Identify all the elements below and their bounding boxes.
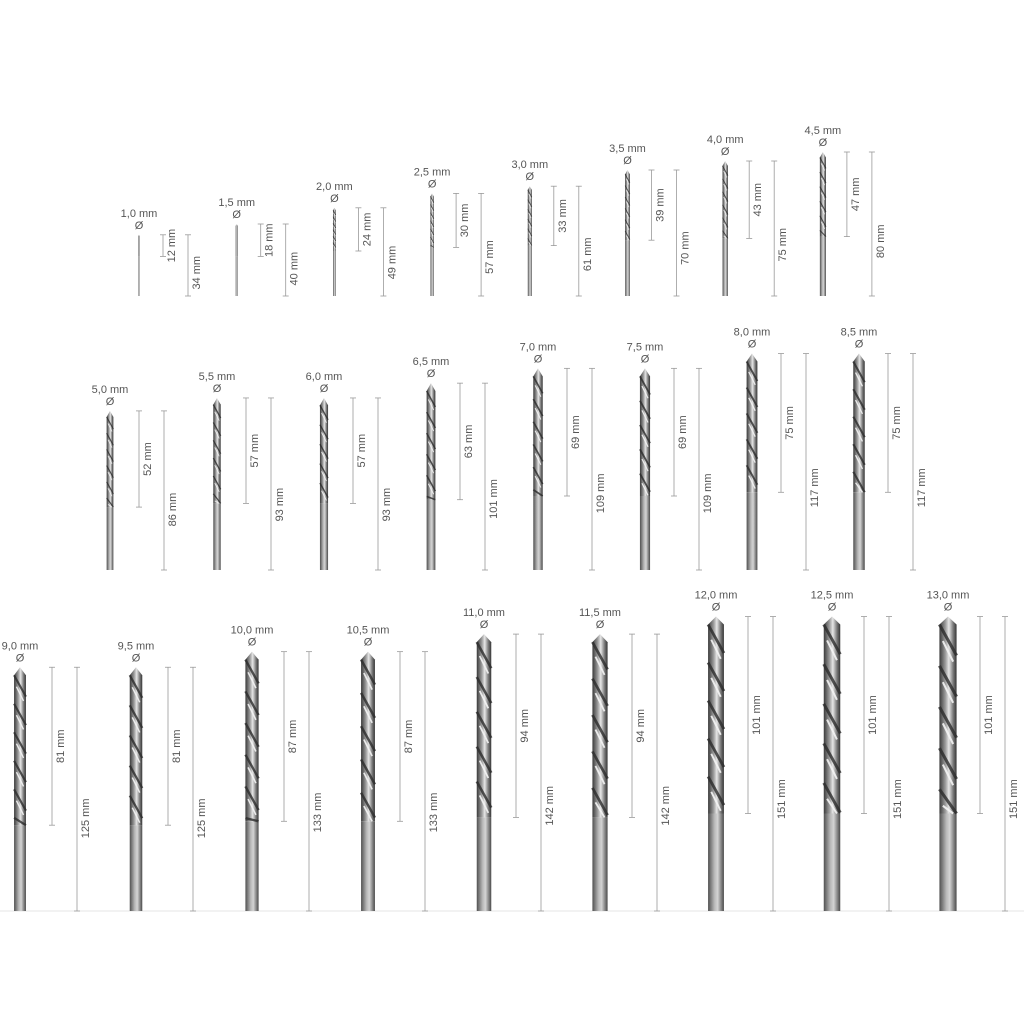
total-length-label: 125 mm — [196, 798, 208, 839]
diameter-symbol: Ø — [711, 601, 721, 614]
drill-bit-6-5-mm — [413, 356, 500, 570]
drill-bit-12-0-mm — [695, 590, 788, 911]
flute-length-label: 69 mm — [677, 415, 689, 449]
bit-flute — [820, 152, 826, 237]
flute-length-label: 94 mm — [519, 708, 531, 743]
diameter-symbol: Ø — [232, 209, 241, 221]
diameter-symbol: Ø — [595, 619, 605, 632]
total-length-line — [770, 617, 776, 911]
diameter-label: 2,0 mm — [316, 180, 353, 193]
diameter-symbol: Ø — [854, 338, 864, 351]
drill-bit-8-5-mm — [841, 327, 928, 570]
diameter-label: 12,5 mm — [810, 589, 854, 602]
flute-length-label: 30 mm — [459, 203, 472, 238]
bit-flute — [853, 354, 864, 493]
drill-bit-3-5-mm — [609, 143, 691, 296]
flute-length-label: 87 mm — [287, 719, 299, 754]
drill-bit-10-5-mm — [347, 625, 440, 911]
total-length-line — [538, 634, 544, 911]
total-length-label: 151 mm — [892, 779, 904, 819]
diameter-symbol: Ø — [747, 338, 757, 351]
diameter-label: 5,5 mm — [198, 370, 236, 383]
flute-length-label: 63 mm — [463, 424, 475, 459]
total-length-label: 142 mm — [544, 785, 556, 826]
flute-length-label: 101 mm — [983, 695, 995, 735]
total-length-line — [306, 652, 312, 911]
total-length-label: 109 mm — [702, 473, 714, 514]
bit-shank — [236, 256, 238, 296]
total-length-line — [654, 634, 660, 911]
diameter-label: 9,0 mm — [1, 640, 39, 653]
diameter-symbol: Ø — [623, 155, 632, 167]
bit-shank — [107, 507, 114, 570]
total-length-label: 57 mm — [484, 240, 497, 274]
drill-bit-10-0-mm — [231, 625, 324, 911]
bit-shank — [723, 238, 728, 296]
diameter-symbol: Ø — [212, 382, 222, 395]
drill-bit-11-5-mm — [579, 607, 672, 911]
diameter-label: 9,5 mm — [117, 640, 155, 653]
total-length-label: 142 mm — [660, 785, 672, 826]
diameter-label: 12,0 mm — [694, 589, 738, 602]
diameter-symbol: Ø — [525, 171, 535, 184]
diameter-symbol: Ø — [15, 652, 25, 665]
total-length-label: 151 mm — [776, 779, 788, 819]
diameter-symbol: Ø — [818, 137, 828, 149]
flute-length-label: 33 mm — [556, 199, 569, 233]
flute-length-label: 47 mm — [849, 177, 862, 212]
drill-bit-4-0-mm — [707, 134, 789, 296]
flute-length-label: 69 mm — [570, 415, 582, 449]
drill-bit-8-0-mm — [734, 327, 821, 570]
bit-flute — [824, 617, 841, 814]
bit-shank — [592, 817, 607, 911]
bit-shank — [333, 251, 336, 296]
diameter-symbol: Ø — [943, 601, 953, 614]
diameter-label: 2,5 mm — [413, 166, 451, 179]
total-length-label: 133 mm — [428, 792, 440, 833]
bit-shank — [824, 814, 841, 912]
diameter-symbol: Ø — [640, 353, 650, 366]
total-length-label: 151 mm — [1008, 779, 1020, 819]
diameter-label: 1,5 mm — [218, 197, 256, 209]
diameter-symbol: Ø — [427, 178, 437, 191]
diameter-label: 11,0 mm — [463, 607, 505, 620]
flute-length-label: 43 mm — [752, 182, 765, 217]
flute-length-label: 18 mm — [263, 223, 276, 258]
bit-shank — [939, 814, 956, 912]
bit-shank — [245, 821, 258, 911]
total-length-line — [190, 667, 196, 911]
diameter-label: 5,0 mm — [91, 383, 129, 396]
total-length-line — [268, 398, 274, 570]
bit-flute — [138, 235, 139, 257]
flute-length-label: 24 mm — [361, 212, 374, 247]
total-length-line — [1002, 617, 1008, 911]
total-length-line — [482, 383, 488, 570]
diameter-label: 10,5 mm — [346, 624, 390, 637]
flute-length-label: 101 mm — [867, 695, 879, 735]
drill-bit-1-0-mm — [121, 208, 203, 296]
diameter-symbol: Ø — [363, 636, 373, 649]
drill-bit-7-0-mm — [520, 341, 607, 570]
flute-length-label: 57 mm — [249, 433, 261, 468]
diameter-label: 3,5 mm — [609, 143, 646, 155]
drill-bit-6-0-mm — [306, 371, 393, 570]
bit-shank — [430, 247, 433, 296]
diameter-label: 3,0 mm — [511, 159, 549, 172]
bit-flute — [939, 617, 956, 814]
flute-length-label: 94 mm — [635, 708, 647, 743]
drill-bit-5-5-mm — [199, 371, 286, 570]
bit-shank — [361, 821, 375, 911]
bit-shank — [130, 825, 143, 911]
flute-length-label: 39 mm — [654, 188, 667, 222]
bit-shank — [820, 237, 826, 296]
flute-length-label: 57 mm — [356, 433, 368, 468]
diameter-label: 8,0 mm — [733, 326, 771, 339]
bit-shank — [477, 817, 492, 911]
bit-shank — [427, 500, 436, 570]
flute-length-label: 12 mm — [166, 228, 178, 263]
drill-bit-9-5-mm — [118, 640, 208, 911]
drill-bit-13-0-mm — [927, 590, 1020, 911]
bit-shank — [640, 496, 650, 570]
diameter-label: 7,0 mm — [519, 341, 557, 354]
total-length-line — [803, 354, 809, 570]
bit-shank — [747, 492, 758, 570]
drill-bit-2-0-mm — [316, 181, 398, 296]
bit-shank — [708, 814, 724, 912]
total-length-label: 117 mm — [809, 468, 821, 508]
total-length-label: 49 mm — [386, 245, 399, 280]
diameter-symbol: Ø — [134, 219, 144, 232]
total-length-line — [74, 667, 80, 911]
total-length-label: 40 mm — [288, 251, 301, 286]
diameter-label: 13,0 mm — [926, 589, 970, 602]
flute-length-label: 81 mm — [55, 729, 67, 764]
drill-bit-3-0-mm — [511, 159, 593, 296]
diameter-label: 6,0 mm — [305, 370, 343, 383]
flute-length-label: 81 mm — [171, 729, 183, 764]
bit-shank — [533, 496, 542, 570]
total-length-label: 86 mm — [167, 492, 179, 527]
bit-shank — [853, 492, 864, 570]
total-length-label: 117 mm — [916, 468, 928, 508]
total-length-line — [422, 652, 428, 911]
diameter-symbol: Ø — [827, 601, 837, 614]
diameter-label: 1,0 mm — [120, 207, 158, 220]
bit-shank — [14, 825, 26, 911]
total-length-line — [161, 411, 167, 570]
total-length-label: 93 mm — [381, 487, 393, 522]
total-length-label: 75 mm — [777, 227, 790, 262]
total-length-line — [375, 398, 381, 570]
total-length-line — [910, 354, 916, 570]
drill-bit-2-5-mm — [414, 166, 496, 296]
bit-shank — [138, 256, 139, 296]
diameter-label: 4,0 mm — [706, 134, 744, 146]
drill-bit-5-0-mm — [92, 384, 179, 570]
diameter-symbol: Ø — [131, 652, 141, 665]
diameter-symbol: Ø — [330, 192, 339, 205]
drill-bit-1-5-mm — [218, 197, 300, 296]
total-length-label: 61 mm — [581, 237, 594, 272]
diameter-symbol: Ø — [247, 636, 257, 649]
diameter-symbol: Ø — [426, 368, 436, 381]
diameter-label: 4,5 mm — [804, 125, 842, 137]
diameter-symbol: Ø — [319, 382, 329, 395]
diameter-label: 6,5 mm — [412, 356, 450, 369]
drill-bit-7-5-mm — [627, 341, 714, 570]
total-length-line — [696, 368, 702, 570]
bit-shank — [528, 246, 532, 296]
total-length-label: 80 mm — [874, 224, 887, 259]
flute-length-label: 101 mm — [751, 695, 763, 735]
bit-shank — [625, 240, 630, 296]
diameter-symbol: Ø — [105, 395, 115, 408]
flute-length-label: 52 mm — [142, 442, 154, 476]
bit-shank — [320, 503, 328, 570]
total-length-label: 109 mm — [595, 473, 607, 514]
diameter-label: 7,5 mm — [626, 341, 664, 354]
diameter-symbol: Ø — [533, 353, 543, 366]
flute-length-label: 75 mm — [784, 406, 796, 440]
total-length-label: 101 mm — [488, 479, 500, 519]
total-length-label: 125 mm — [80, 798, 92, 839]
bit-shank — [213, 503, 220, 570]
total-length-label: 70 mm — [679, 231, 692, 265]
diameter-symbol: Ø — [479, 619, 489, 632]
total-length-line — [886, 617, 892, 911]
flute-length-label: 75 mm — [891, 406, 903, 440]
total-length-line — [589, 368, 595, 570]
diameter-label: 8,5 mm — [840, 326, 878, 339]
diameter-label: 11,5 mm — [579, 607, 621, 620]
diameter-symbol: Ø — [720, 146, 730, 158]
drill-bit-11-0-mm — [463, 607, 556, 911]
total-length-label: 133 mm — [312, 792, 324, 833]
total-length-label: 93 mm — [274, 487, 286, 522]
drill-bit-9-0-mm — [2, 640, 92, 911]
total-length-line — [869, 152, 875, 296]
drill-bit-4-5-mm — [805, 125, 887, 296]
total-length-label: 34 mm — [191, 255, 203, 290]
flute-length-label: 87 mm — [403, 719, 415, 754]
diameter-label: 10,0 mm — [230, 624, 274, 637]
drill-bit-12-5-mm — [811, 590, 904, 911]
bit-flute — [236, 224, 238, 256]
